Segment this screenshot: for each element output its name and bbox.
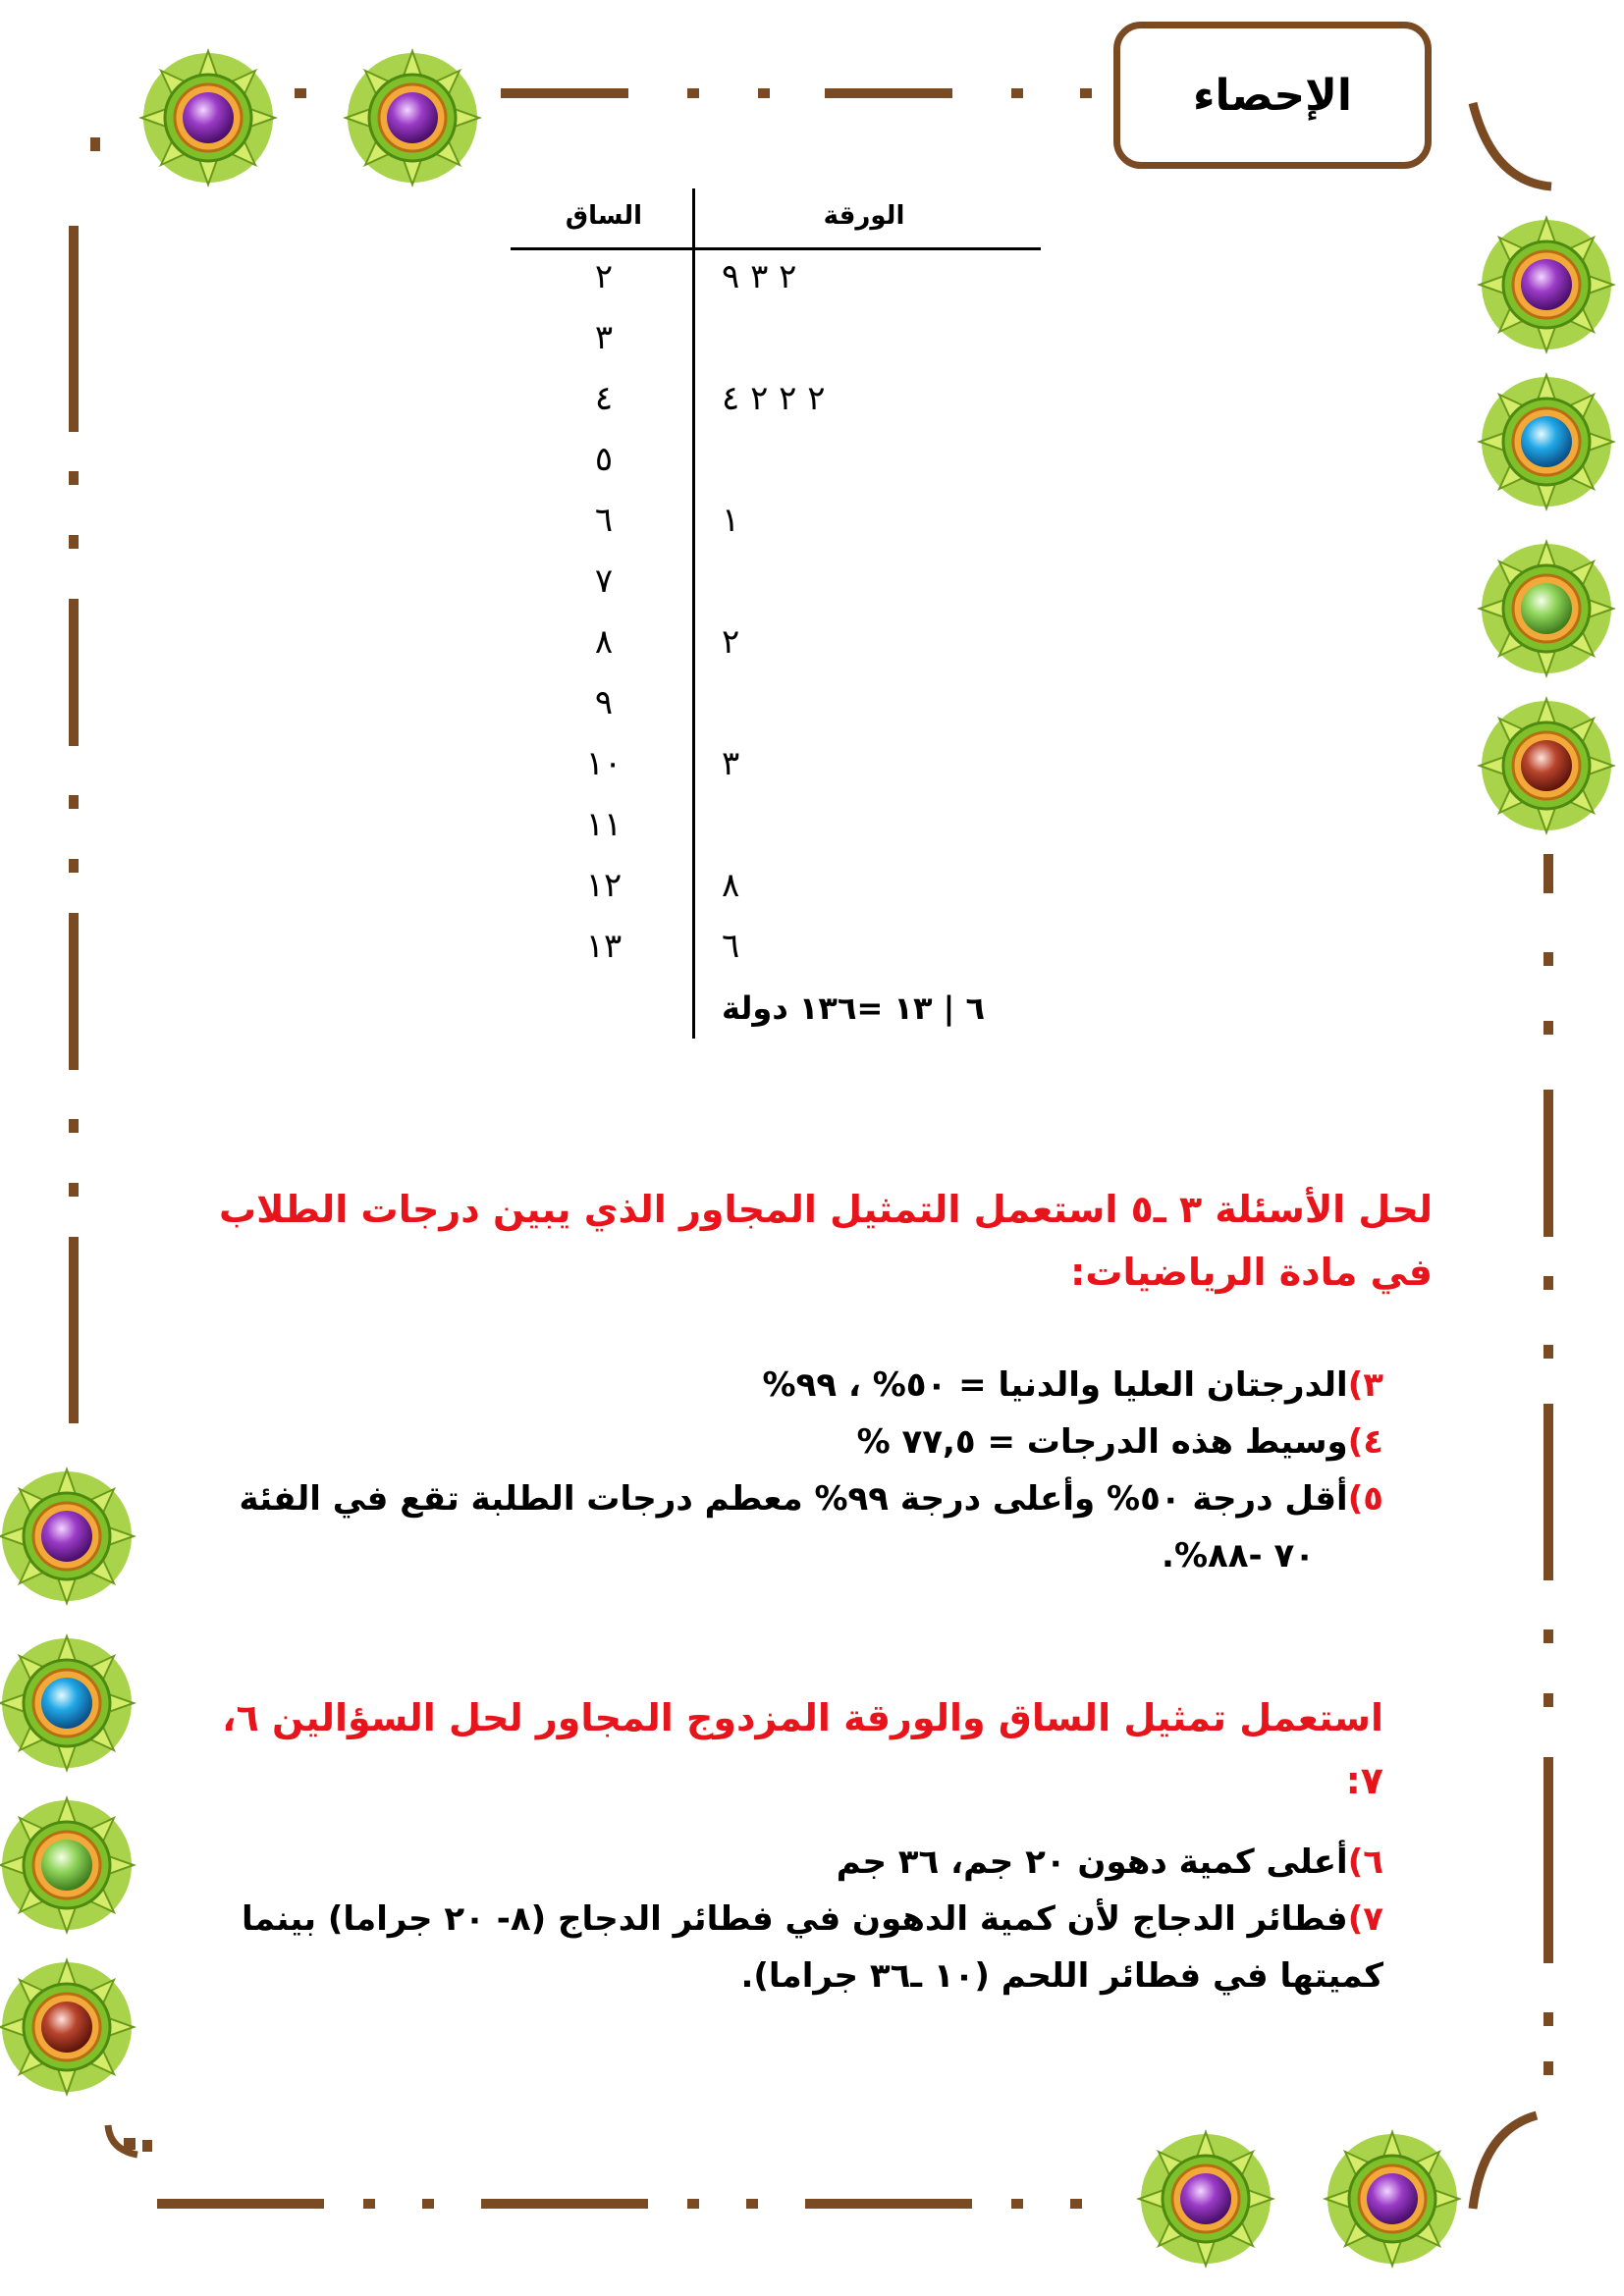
answer-text: كميتها في فطائر اللحم (١٠ ـ٣٦ جراما). [740, 1956, 1383, 1996]
stem-value: ٧ [594, 561, 614, 601]
section-2-line-1: استعمل تمثيل الساق والورقة المزدوج المجاور لحل السؤالين ٦، [222, 1696, 1383, 1739]
leaf-values: ٨ [722, 866, 740, 905]
answer-item [127, 1834, 1383, 1891]
leaf-values: ٦ [722, 927, 740, 966]
answer-number: ٤) [1347, 1422, 1383, 1462]
stem-value: ٥ [594, 440, 614, 479]
section-2-line-2: ٧: [1345, 1759, 1383, 1802]
answers-2-list [127, 1834, 1383, 2004]
answer-text: فطائر الدجاج لأن كمية الدهون في فطائر الدجاج (٨- ٢٠ جراما) بينما [241, 1899, 1348, 1939]
stem-value: ٣ [594, 318, 614, 357]
leaf-values: ٣ [722, 744, 740, 783]
leaf-values: ٢ [722, 622, 740, 662]
answer-number: ٧) [1347, 1899, 1383, 1939]
stem-value: ٦ [594, 501, 614, 540]
stem-value: ٨ [594, 622, 614, 662]
leaf-values: ٢ ٢ ٢ ٤ [722, 379, 826, 418]
section-1-line-2: في مادة الرياضيات: [1070, 1251, 1433, 1294]
stem-header: الساق [565, 201, 643, 231]
leaf-values: ٢ ٣ ٩ [722, 257, 797, 296]
title-box [1113, 22, 1432, 169]
plot-key: ٦ | ١٣ =١٣٦ دولة [722, 989, 985, 1027]
stem-value: ٤ [594, 379, 614, 418]
section-1-heading [156, 1178, 1433, 1304]
header-divider [511, 247, 1041, 250]
stem-leaf-divider [692, 188, 695, 1039]
stem-value: ١١ [585, 805, 623, 844]
answer-text: أعلى كمية دهون ٢٠ جم، ٣٦ جم [836, 1842, 1348, 1882]
answers-1-list [127, 1357, 1383, 1584]
answer-item [127, 1357, 1383, 1414]
answer-item [127, 1948, 1383, 2004]
answer-number: ٣) [1347, 1365, 1383, 1405]
answer-item [127, 1891, 1383, 1948]
leaf-values: ١ [722, 501, 740, 540]
stem-value: ١٢ [585, 866, 623, 905]
answer-text: الدرجتان العليا والدنيا = ٥٠% ، ٩٩% [762, 1365, 1348, 1405]
answer-item [127, 1527, 1383, 1584]
answer-text: وسيط هذه الدرجات = ٧٧,٥ % [856, 1422, 1348, 1462]
answer-item [127, 1414, 1383, 1470]
stem-value: ١٣ [585, 927, 623, 966]
stem-value: ١٠ [585, 744, 623, 783]
answer-text: أقل درجة ٥٠% وأعلى درجة ٩٩% معطم درجات الطلبة تقع في الفئة [239, 1479, 1348, 1519]
page-title: الإحصاء [1193, 70, 1352, 121]
section-2-heading [156, 1686, 1383, 1812]
leaf-header: الورقة [823, 201, 905, 231]
answer-number: ٦) [1347, 1842, 1383, 1882]
answer-text: ٧٠ -٨٨%. [1162, 1536, 1315, 1575]
section-1-line-1: لحل الأسئلة ٣ ـ٥ استعمل التمثيل المجاور الذي يبين درجات الطلاب [218, 1188, 1433, 1231]
answer-number: ٥) [1347, 1479, 1383, 1519]
stem-value: ٩ [594, 683, 614, 722]
stem-value: ٢ [594, 257, 614, 296]
answer-item [127, 1470, 1383, 1527]
